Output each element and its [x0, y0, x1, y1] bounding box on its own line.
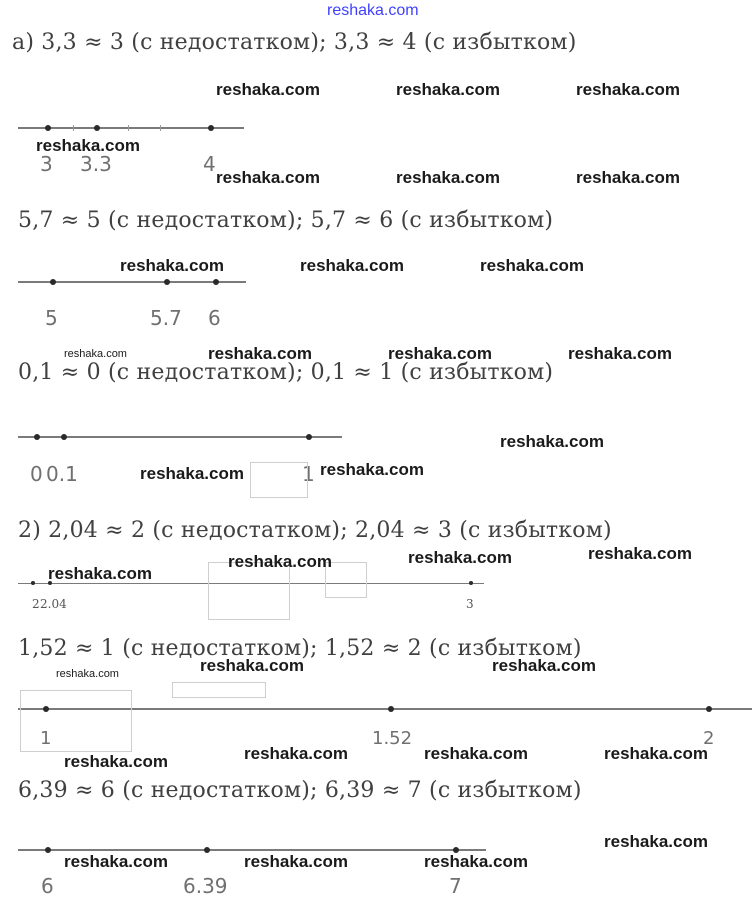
watermark: reshaka.com [64, 752, 168, 771]
watermark: reshaka.com [388, 344, 492, 363]
watermark: reshaka.com [244, 744, 348, 763]
label-6: 6 [208, 306, 221, 330]
site-header-link[interactable]: reshaka.com [327, 2, 419, 19]
label-7: 7 [449, 874, 462, 898]
watermark: reshaka.com [216, 168, 320, 187]
watermark: reshaka.com [604, 744, 708, 763]
scan-grid-artifact [250, 462, 308, 498]
equation-6: 6,39 ≈ 6 (с недостатком); 6,39 ≈ 7 (с избытком) [18, 778, 582, 803]
watermark: reshaka.com [480, 256, 584, 275]
equation-2: 5,7 ≈ 5 (с недостатком); 5,7 ≈ 6 (с избытком) [18, 208, 554, 233]
label-5: 5 [45, 306, 58, 330]
watermark: reshaka.com [424, 744, 528, 763]
equation-1: а) 3,3 ≈ 3 (с недостатком); 3,3 ≈ 4 (с избытком) [12, 30, 577, 55]
equation-5: 1,52 ≈ 1 (с недостатком); 1,52 ≈ 2 (с избытком) [18, 636, 582, 661]
equation-3: 0,1 ≈ 0 (с недостатком); 0,1 ≈ 1 (с избытком) [18, 360, 554, 385]
point-5 [50, 279, 56, 285]
label-3-3: 3.3 [80, 152, 112, 176]
scan-grid-artifact [172, 682, 266, 698]
watermark: reshaka.com [244, 852, 348, 871]
watermark: reshaka.com [576, 168, 680, 187]
scan-grid-artifact [20, 690, 132, 752]
watermark: reshaka.com [424, 852, 528, 871]
watermark: reshaka.com [408, 548, 512, 567]
tick [73, 125, 74, 131]
label-1-52: 1.52 [372, 728, 413, 749]
point-5-7 [164, 279, 170, 285]
label-4: 4 [203, 152, 216, 176]
label-1: 1 [302, 462, 315, 486]
watermark: reshaka.com [568, 344, 672, 363]
point-3-3 [94, 125, 100, 131]
watermark: reshaka.com [48, 564, 152, 583]
tick [128, 125, 129, 131]
watermark: reshaka.com [576, 80, 680, 99]
point-2b [706, 706, 712, 712]
watermark: reshaka.com [588, 544, 692, 563]
point-1-52 [388, 706, 394, 712]
watermark: reshaka.com [396, 80, 500, 99]
number-line-6 [18, 849, 486, 851]
watermark: reshaka.com [140, 464, 244, 483]
label-6-39: 6.39 [183, 874, 228, 898]
point-2 [31, 581, 35, 585]
label-2b: 2 [703, 728, 715, 749]
label-3b: 3 [466, 597, 474, 611]
point-0-1 [61, 434, 67, 440]
watermark: reshaka.com [216, 80, 320, 99]
label-3: 3 [40, 152, 53, 176]
point-6b [45, 847, 51, 853]
watermark: reshaka.com [208, 344, 312, 363]
label-0-1: 0.1 [46, 462, 78, 486]
label-5-7: 5.7 [150, 306, 182, 330]
watermark: reshaka.com [64, 852, 168, 871]
point-3 [45, 125, 51, 131]
point-1 [306, 434, 312, 440]
watermark: reshaka.com [228, 552, 332, 571]
point-0 [34, 434, 40, 440]
label-1b: 1 [40, 728, 52, 749]
watermark: reshaka.com [320, 460, 424, 479]
watermark: reshaka.com [396, 168, 500, 187]
watermark: reshaka.com [200, 656, 304, 675]
label-2: 2 [32, 597, 40, 611]
watermark: reshaka.com [56, 668, 119, 680]
point-6 [213, 279, 219, 285]
watermark: reshaka.com [300, 256, 404, 275]
label-0: 0 [30, 462, 43, 486]
watermark: reshaka.com [500, 432, 604, 451]
point-4 [208, 125, 214, 131]
watermark: reshaka.com [120, 256, 224, 275]
label-6b: 6 [41, 874, 54, 898]
watermark: reshaka.com [36, 136, 140, 155]
tick [160, 125, 161, 131]
equation-4: 2) 2,04 ≈ 2 (с недостатком); 2,04 ≈ 3 (с избытком) [18, 518, 612, 543]
watermark: reshaka.com [604, 832, 708, 851]
label-2-04: 2.04 [40, 597, 67, 611]
watermark: reshaka.com [64, 348, 127, 360]
watermark: reshaka.com [492, 656, 596, 675]
point-6-39 [204, 847, 210, 853]
point-3b [469, 581, 473, 585]
